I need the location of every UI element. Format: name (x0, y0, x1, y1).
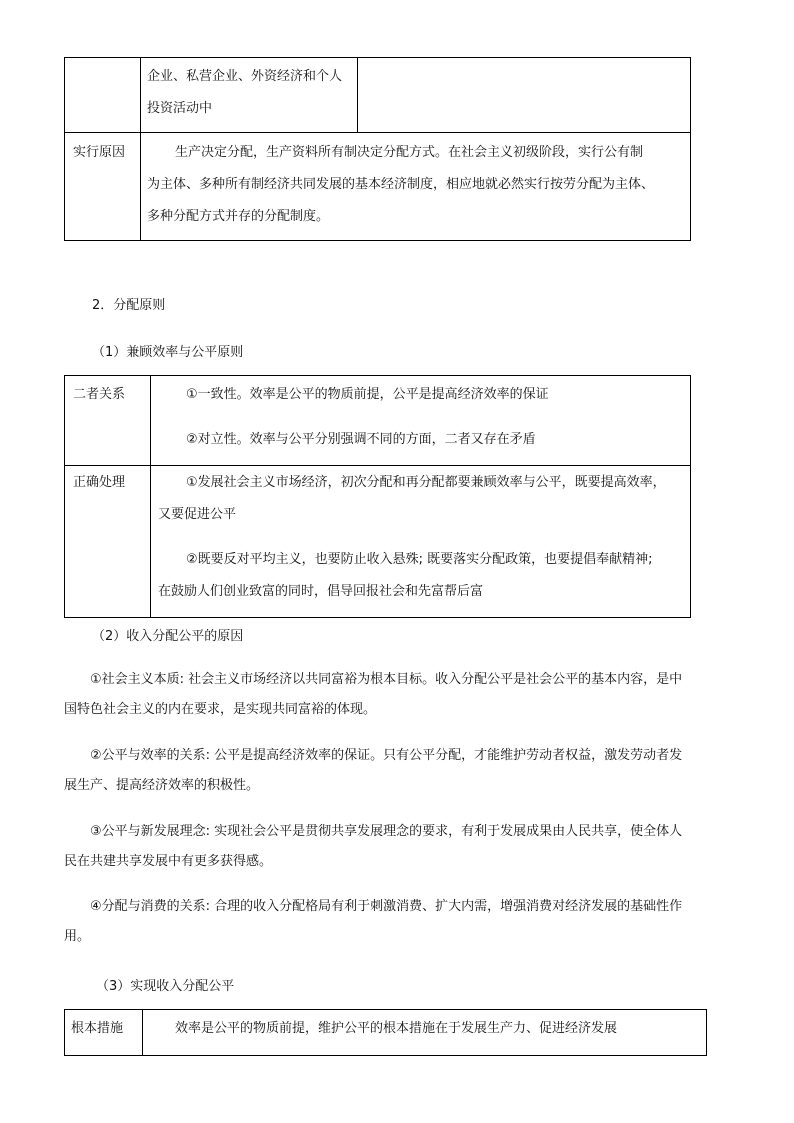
paragraph-line: 用。 (64, 929, 91, 944)
subsection-title: （1）兼顾效率与公平原则 (92, 345, 244, 360)
table-divider (140, 58, 141, 240)
row-label-relation: 二者关系 (73, 387, 126, 402)
section-title: 2．分配原则 (92, 298, 166, 313)
table-cell-text: 投资活动中 (147, 101, 213, 116)
subsection-title: （2）收入分配公平的原因 (92, 629, 244, 644)
paragraph (64, 665, 744, 725)
row-label-handling: 正确处理 (73, 475, 126, 490)
paragraph-line: 展生产、提高经济效率的积极性。 (64, 778, 260, 793)
table-divider (65, 132, 690, 133)
table-cell-text: 生产决定分配，生产资料所有制决定分配方式。在社会主义初级阶段，实行公有制 (175, 145, 644, 160)
paragraph-line: ①社会主义本质: 社会主义市场经济以共同富裕为根本目标。收入分配公平是社会公平的基本内容，是中 (90, 672, 683, 687)
table-cell-text: ①一致性。效率是公平的物质前提，公平是提高经济效率的保证 (186, 387, 549, 402)
paragraph-line: 民在共建共享发展中有更多获得感。 (64, 854, 273, 869)
paragraph-line: ④分配与消费的关系: 合理的收入分配格局有利于刺激消费、扩大内需，增强消费对经济发展的基础性作 (90, 899, 683, 914)
table-cell-text: ①发展社会主义市场经济，初次分配和再分配都要兼顾效率与公平，既要提高效率， (186, 475, 666, 490)
table-divider (150, 376, 151, 617)
table-cell-text: 多种分配方式并存的分配制度。 (147, 209, 330, 224)
table-cell-text: ②既要反对平均主义，也要防止收入悬殊; 既要落实分配政策，也要提倡奉献精神; (186, 552, 653, 567)
table-divider (357, 58, 358, 132)
subsection-title: （3）实现收入分配公平 (96, 979, 235, 994)
paragraph-line: ③公平与新发展理念: 实现社会公平是贯彻共享发展理念的要求，有利于发展成果由人民共享，使全体人 (90, 824, 683, 839)
table-divider (65, 465, 690, 466)
table-cell-text: 企业、私营企业、外资经济和个人 (147, 69, 343, 84)
table-cell-text: 又要促进公平 (158, 507, 237, 522)
row-label-fundamental: 根本措施 (71, 1021, 124, 1036)
table-cell-text: 在鼓励人们创业致富的同时，倡导回报社会和先富帮后富 (158, 584, 484, 599)
table-cell-text: ②对立性。效率与公平分别强调不同的方面，二者又存在矛盾 (186, 432, 536, 447)
paragraph (64, 741, 744, 801)
table-cell-text: 效率是公平的物质前提，维护公平的根本措施在于发展生产力、促进经济发展 (175, 1021, 618, 1036)
paragraph (64, 892, 744, 952)
paragraph-line: ②公平与效率的关系: 公平是提高经济效率的保证。只有公平分配，才能维护劳动者权益，激发劳动者发 (90, 748, 683, 763)
table-cell-text: 为主体、多种所有制经济共同发展的基本经济制度，相应地就必然实行按劳分配为主体、 (147, 177, 655, 192)
table-fair-distribution (64, 1009, 707, 1056)
table-income-distribution-continued (64, 57, 691, 241)
row-label-reason: 实行原因 (73, 145, 126, 160)
paragraph (64, 817, 744, 877)
table-efficiency-fairness (64, 375, 691, 618)
table-divider (142, 1010, 143, 1055)
paragraph-line: 国特色社会主义的内在要求，是实现共同富裕的体现。 (64, 702, 377, 717)
